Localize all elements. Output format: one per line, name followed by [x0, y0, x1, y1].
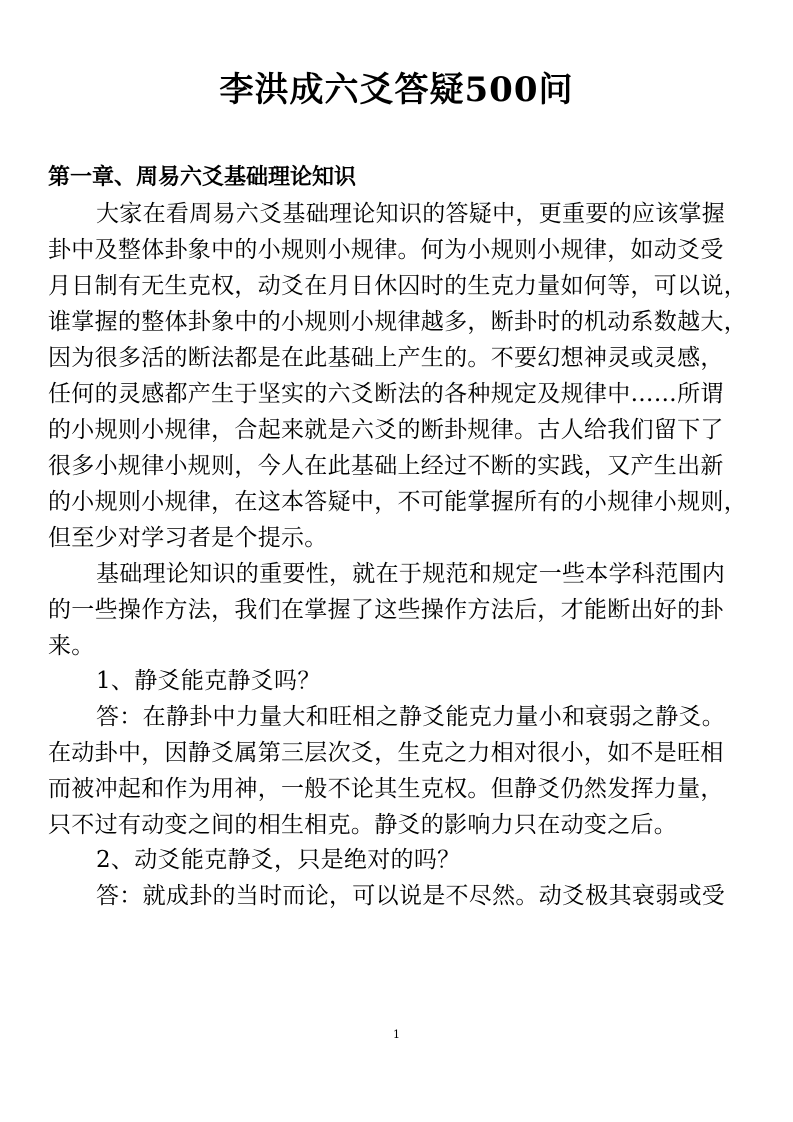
- question-line: 2、动爻能克静爻，只是绝对的吗？: [96, 847, 461, 873]
- text-line: 大家在看周易六爻基础理论知识的答疑中，更重要的应该掌握: [96, 201, 726, 227]
- text-line: 在动卦中，因静爻属第三层次爻，生克之力相对很小，如不是旺相: [48, 740, 724, 766]
- text-line: 任何的灵感都产生于坚实的六爻断法的各种规定及规律中……所谓: [48, 381, 724, 407]
- text-line: 基础理论知识的重要性，就在于规范和规定一些本学科范围内: [96, 561, 726, 587]
- chapter-heading: 第一章、周易六爻基础理论知识: [48, 164, 357, 190]
- question-line: 1、静爻能克静爻吗？: [96, 668, 321, 694]
- text-line: 的一些操作方法，我们在掌握了这些操作方法后，才能断出好的卦: [48, 597, 724, 623]
- answer-line: 答：在静卦中力量大和旺相之静爻能克力量小和衰弱之静爻。: [96, 704, 726, 730]
- page-number: 1: [393, 1028, 400, 1041]
- text-line: 的小规则小规律，合起来就是六爻的断卦规律。古人给我们留下了: [48, 417, 724, 443]
- document-body: [48, 196, 748, 914]
- text-line: 很多小规律小规则，今人在此基础上经过不断的实践，又产生出新: [48, 453, 724, 479]
- document-title: 李洪成六爻答疑500问: [219, 70, 574, 110]
- text-line: 来。: [48, 633, 95, 659]
- text-line: 月日制有无生克权，动爻在月日休囚时的生克力量如何等，可以说，: [48, 273, 747, 299]
- answer-line: 答：就成卦的当时而论，可以说是不尽然。动爻极其衰弱或受: [96, 883, 726, 909]
- text-line: 谁掌握的整体卦象中的小规则小规律越多，断卦时的机动系数越大，: [48, 309, 747, 335]
- text-line: 只不过有动变之间的相生相克。静爻的影响力只在动变之后。: [48, 812, 678, 838]
- text-line: 因为很多活的断法都是在此基础上产生的。不要幻想神灵或灵感，: [48, 345, 724, 371]
- text-line: 而被冲起和作为用神，一般不论其生克权。但静爻仍然发挥力量，: [48, 776, 724, 802]
- text-line: 但至少对学习者是个提示。: [48, 525, 328, 551]
- text-line: 卦中及整体卦象中的小规则小规律。何为小规则小规律，如动爻受: [48, 237, 724, 263]
- text-line: 的小规则小规律，在这本答疑中，不可能掌握所有的小规律小规则，: [48, 489, 747, 515]
